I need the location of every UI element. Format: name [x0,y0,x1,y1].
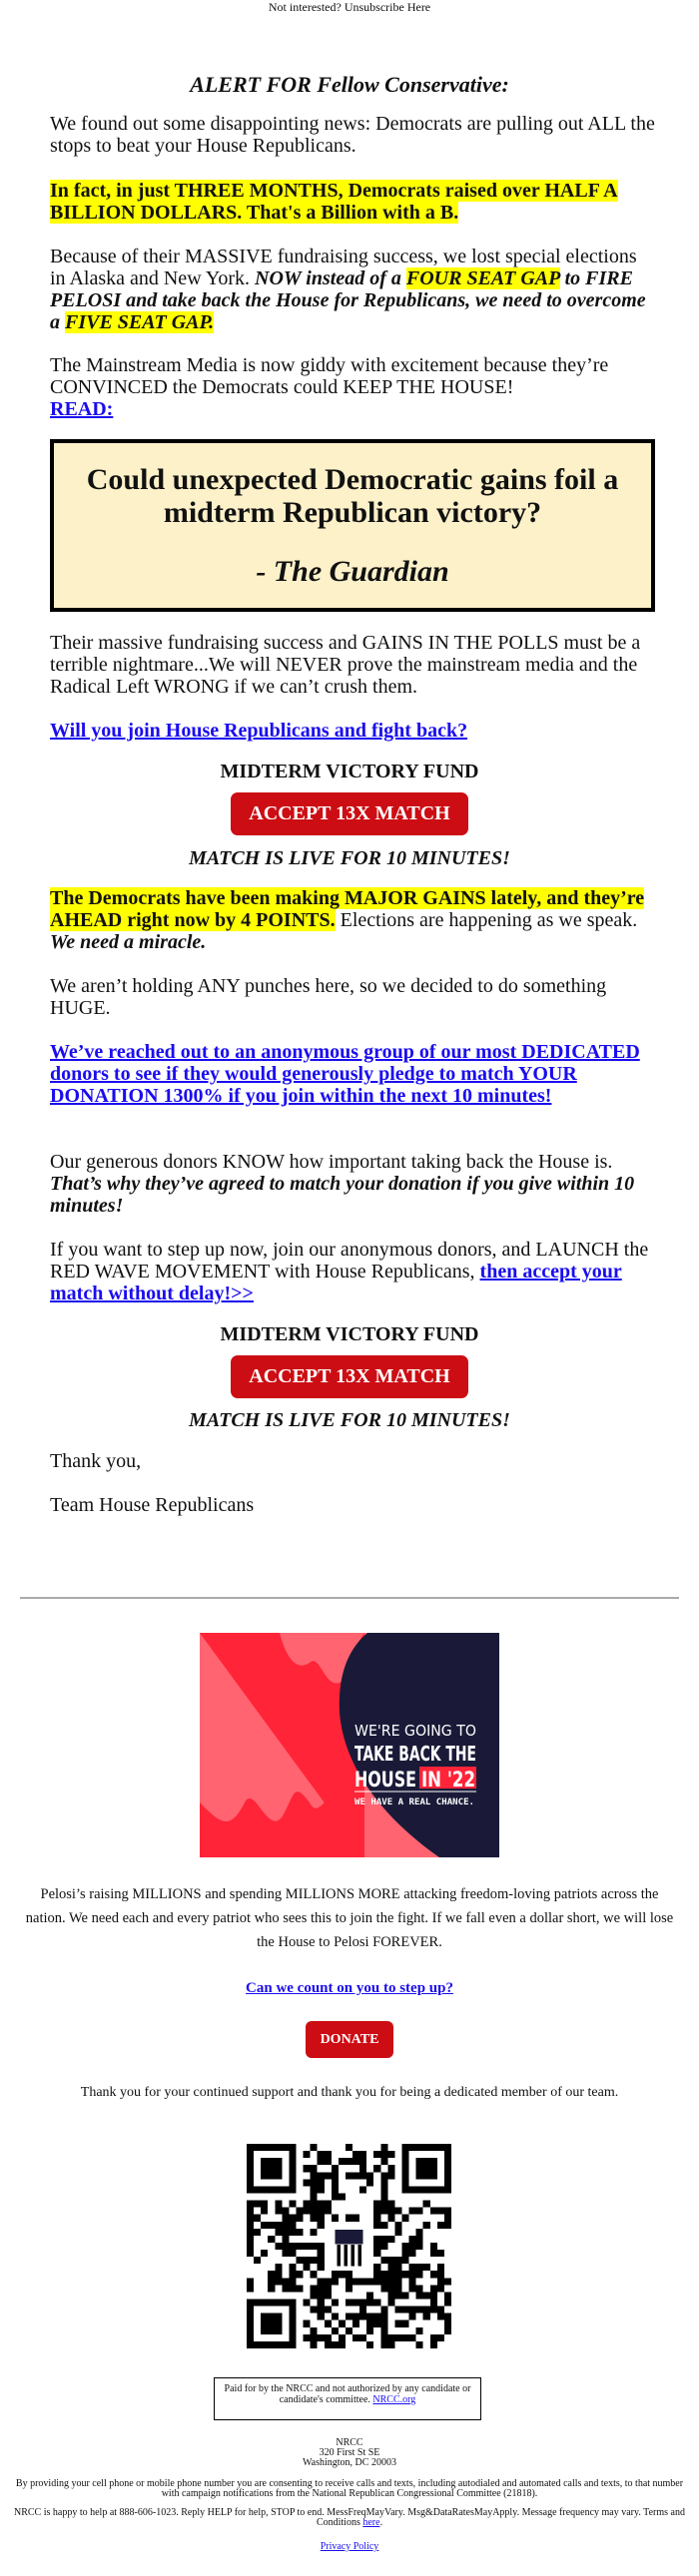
paragraph-donors-link [50,1041,655,1107]
paragraph-gains [50,887,655,953]
join-paragraph [50,720,655,742]
accept-match-button[interactable]: ACCEPT 13X MATCH [231,1355,468,1398]
highlighted-text: The Democrats have been making MAJOR GAINS lately, and they’re AHEAD right now by 4 POINTS. [50,887,645,931]
help-text: NRCC is happy to help at 888-606-1023. Reply HELP for help, STOP to end. MessFreqMayVary. Msg&DataRatesMayApply. Message frequency may vary. Terms and Conditions here. [14,2507,685,2528]
banner-line-2: TAKE BACK THE [354,1742,476,1766]
banner-line-3a: HOUSE [354,1768,416,1792]
paragraph-highlight-fundraising [50,180,655,224]
help-text-body: NRCC is happy to help at 888-606-1023. Reply HELP for help, STOP to end. MessFreqMayVary. Msg&DataRatesMayApply. Message frequency may vary. Terms and Conditions [14,2507,685,2528]
emphasis: NOW instead of a [255,267,406,289]
text: The Mainstream Media is now giddy with excitement because they’re CONVINCED the Democrats could KEEP THE HOUSE! [50,354,609,398]
privacy-paragraph [8,2542,691,2552]
banner-line-3b: IN '22 [421,1768,475,1792]
qr-code[interactable] [247,2144,451,2348]
donate-button[interactable]: DONATE [306,2021,393,2058]
divider [20,1597,679,1599]
paragraph-step-up [50,1239,655,1304]
banner-image[interactable] [200,1633,499,1857]
text: Because of their MASSIVE fundraising success, we lost special elections in Alaska and New York. [50,246,637,289]
text: Our generous donors KNOW how important taking back the House is. [50,1151,613,1173]
thanks-paragraph: Thank you for your continued support and thank you for being a dedicated member of our team. [80,2085,619,2100]
match-live-text: MATCH IS LIVE FOR 10 MINUTES! [189,1409,510,1431]
accept-match-button[interactable]: ACCEPT 13X MATCH [231,792,468,835]
paragraph-nightmare: Their massive fundraising success and GAINS IN THE POLLS must be a terrible nightmare...We will NEVER prove the mainstream media and the Radical Left WRONG if we can’t crush them. [50,632,641,698]
privacy-policy-link[interactable]: Privacy Policy [320,2541,379,2552]
paragraph-seat-gap [50,246,655,333]
consent-text: By providing your cell phone or mobile phone number you are consenting to receive calls and texts, including autodialed and automated calls and texts, to that number with campaign notifications from the National Republican Congressional Committee (21818). [15,2478,684,2499]
terms-link[interactable]: here [362,2517,380,2528]
emphasis: We need a miracle. [50,931,207,953]
text: Elections are happening as we speak. [335,909,638,931]
highlighted-text: In fact, in just THREE MONTHS, Democrats raised over HALF A BILLION DOLLARS. That's a Billion with a B. [50,180,618,224]
count-on-you-link[interactable]: Can we count on you to step up? [246,1980,453,1996]
quote-source: - The Guardian [256,555,449,588]
paragraph-generous [50,1151,655,1217]
pelosi-paragraph: Pelosi’s raising MILLIONS and spending MILLIONS MORE attacking freedom-loving patriots across the nation. We need each and every patriot who sees this to join the fight. If we fall even a dollar short, we will lose the House to Pelosi FOREVER. [25,1886,674,1950]
fund-title: MIDTERM VICTORY FUND [220,761,479,782]
match-live-text: MATCH IS LIVE FOR 10 MINUTES! [189,847,510,869]
highlighted-text: FOUR SEAT GAP [405,267,560,289]
paragraph-intro: We found out some disappointing news: Democrats are pulling out ALL the stops to beat your House Republicans. [50,113,655,157]
highlighted-text: FIVE SEAT GAP. [65,311,215,333]
quote-box [50,439,655,612]
count-on-you-paragraph [20,1980,679,1997]
emphasis: to FIRE PELOSI and take back the House for Republicans, we need to overcome a [50,267,646,333]
emphasis: That’s why they’ve agreed to match your donation if you give within 10 minutes! [50,1173,635,1217]
accept-match-link[interactable]: then accept your match without delay!>> [50,1261,622,1304]
donors-match-link[interactable]: We’ve reached out to an anonymous group of our most DEDICATED donors to see if they would generously pledge to match YOUR DONATION 1300% if you join within the next 10 minutes! [50,1041,640,1107]
paid-for-disclaimer [214,2377,481,2420]
nrcc-link[interactable]: NRCC.org [372,2394,416,2405]
banner-line-1: WE'RE GOING TO [354,1722,476,1740]
paragraph-media [50,354,655,420]
signoff-thanks: Thank you, [50,1450,142,1472]
street-address: 320 First St SE [319,2447,380,2458]
banner-line-4: WE HAVE A REAL CHANCE. [354,1798,474,1807]
address-block [20,2438,679,2468]
join-link[interactable]: Will you join House Republicans and fight back? [50,720,468,742]
city-address: Washington, DC 20003 [303,2457,396,2468]
unsubscribe-link[interactable]: Not interested? Unsubscribe Here [268,0,431,14]
fund-title: MIDTERM VICTORY FUND [220,1323,479,1345]
text: If you want to step up now, join our anonymous donors, and LAUNCH the RED WAVE MOVEMENT with House Republicans, [50,1239,649,1283]
alert-title: ALERT FOR Fellow Conservative: [190,72,509,97]
signoff-team: Team House Republicans [50,1494,255,1516]
paragraph-huge: We aren’t holding ANY punches here, so we decided to do something HUGE. [50,975,607,1019]
quote-text: Could unexpected Democratic gains foil a midterm Republican victory? [86,463,619,529]
read-link[interactable]: READ: [50,398,114,420]
disclaimer-text: Paid for by the NRCC and not authorized by any candidate or candidate's committee. [224,2383,471,2405]
org-name: NRCC [336,2437,363,2448]
